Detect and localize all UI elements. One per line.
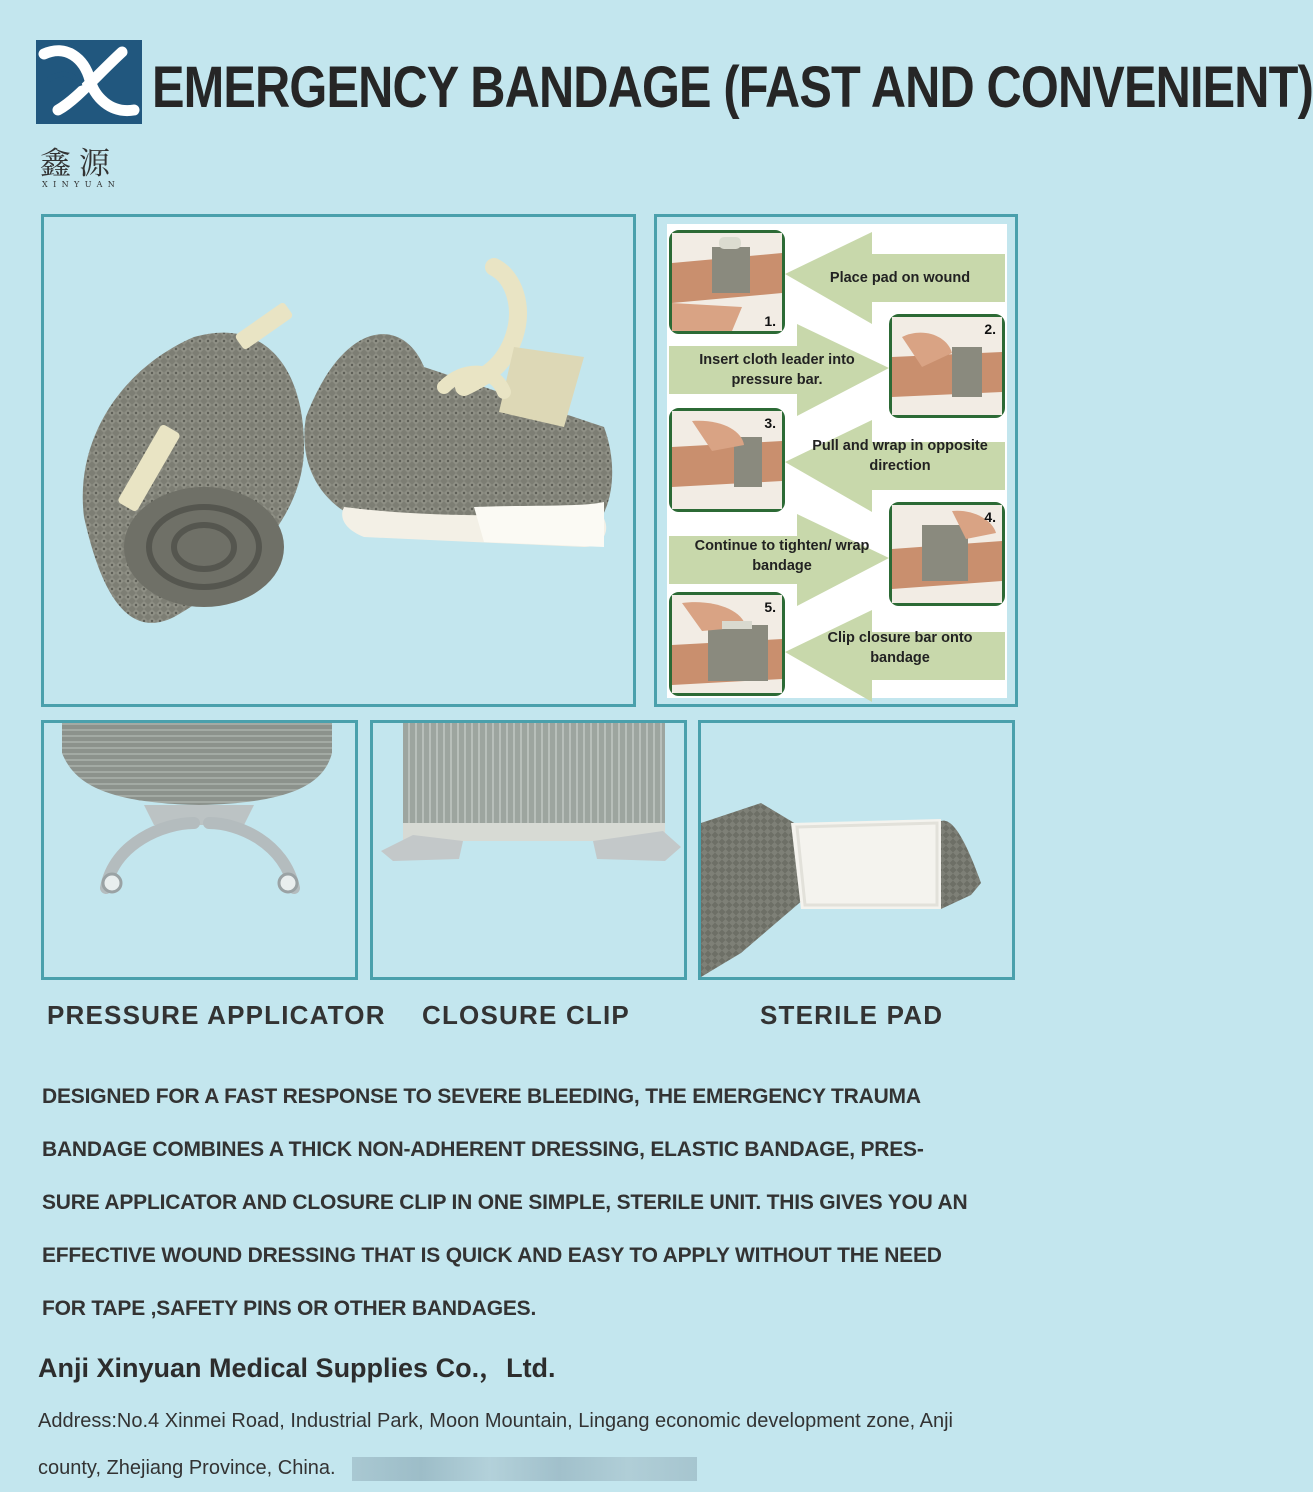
description-line: SURE APPLICATOR AND CLOSURE CLIP IN ONE SIMPLE, STERILE UNIT. THIS GIVES YOU AN xyxy=(42,1191,968,1214)
address-line-1: Address:No.4 Xinmei Road, Industrial Park, Moon Mountain, Lingang economic development zone, Anji xyxy=(38,1410,953,1432)
step-1-text: Place pad on wound xyxy=(829,270,971,286)
description-line: FOR TAPE ,SAFETY PINS OR OTHER BANDAGES. xyxy=(42,1297,537,1320)
redacted-contact-block xyxy=(352,1457,697,1481)
address-line-2-text: county, Zhejiang Province, China. xyxy=(38,1457,336,1479)
caption-pressure-applicator: PRESSURE APPLICATOR xyxy=(47,1000,386,1030)
step-3-number: 3. xyxy=(764,415,776,431)
caption-sterile-pad: STERILE PAD xyxy=(760,1000,944,1030)
pressure-applicator-image xyxy=(44,723,355,977)
description-line: BANDAGE COMBINES A THICK NON-ADHERENT DRESSING, ELASTIC BANDAGE, PRES- xyxy=(42,1138,924,1161)
logo-chinese-text: 鑫源 xyxy=(40,146,118,182)
page-title: EMERGENCY BANDAGE (FAST AND CONVENIENT) xyxy=(152,55,1313,120)
caption-closure-clip: CLOSURE CLIP xyxy=(422,1000,630,1030)
sterile-pad-panel xyxy=(698,720,1015,980)
logo-english-text: XINYUAN xyxy=(42,180,121,189)
step-1-number: 1. xyxy=(764,313,776,329)
description-line: DESIGNED FOR A FAST RESPONSE TO SEVERE BLEEDING, THE EMERGENCY TRAUMA xyxy=(42,1085,921,1108)
step-5-text: Clip closure bar onto bandage xyxy=(827,630,973,666)
product-description xyxy=(42,1070,1047,1335)
step-3-text: Pull and wrap in opposite direction xyxy=(812,438,988,474)
step-4-text: Continue to tighten/ wrap bandage xyxy=(694,538,870,574)
instructions-panel xyxy=(654,214,1018,707)
company-address xyxy=(38,1398,1038,1492)
closure-clip-image xyxy=(373,723,684,977)
address-line-2 xyxy=(38,1445,1038,1492)
step-1-photo xyxy=(669,230,785,334)
step-3-photo xyxy=(669,408,785,512)
product-photo-panel xyxy=(41,214,636,707)
instructions-card xyxy=(667,224,1007,698)
step-2-photo xyxy=(889,314,1005,418)
closure-clip-panel xyxy=(370,720,687,980)
company-name: Anji Xinyuan Medical Supplies Co.，Ltd. xyxy=(38,1353,556,1383)
xinyuan-logo-icon xyxy=(36,40,142,124)
sterile-pad-image xyxy=(701,723,1012,977)
step-4-photo xyxy=(889,502,1005,606)
step-5-photo xyxy=(669,592,785,696)
step-2-number: 2. xyxy=(984,321,996,337)
bandage-product-image xyxy=(44,217,633,704)
step-4-number: 4. xyxy=(984,509,996,525)
pressure-applicator-panel xyxy=(41,720,358,980)
description-line: EFFECTIVE WOUND DRESSING THAT IS QUICK AND EASY TO APPLY WITHOUT THE NEED xyxy=(42,1244,942,1267)
company-logo xyxy=(36,40,142,124)
step-5-number: 5. xyxy=(764,599,776,615)
step-2-text: Insert cloth leader into pressure bar. xyxy=(699,352,855,388)
